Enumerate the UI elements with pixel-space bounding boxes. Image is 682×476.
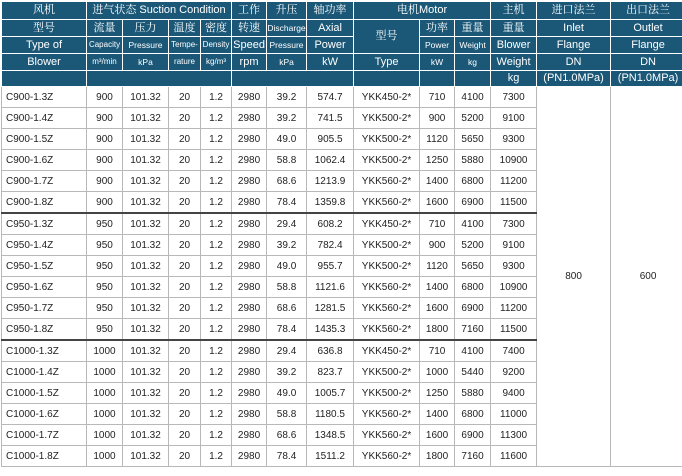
cell-pressure: 101.32: [123, 129, 169, 150]
cell-pressure: 101.32: [123, 340, 169, 362]
cell-axial-power: 1359.8: [307, 192, 354, 214]
header-motor-type-blank: [354, 71, 420, 87]
header-outlet-en2: Flange: [611, 37, 682, 54]
cell-blower-weight: 11500: [491, 192, 537, 214]
cell-motor-weight: 6800: [455, 404, 491, 425]
cell-discharge: 68.6: [267, 425, 307, 446]
cell-motor-power: 1400: [420, 171, 455, 192]
header-discharge-en: Discharge: [267, 20, 307, 37]
cell-motor-power: 900: [420, 235, 455, 256]
cell-capacity: 1000: [87, 425, 123, 446]
cell-temperature: 20: [169, 340, 201, 362]
cell-blower-weight: 11500: [491, 319, 537, 341]
cell-capacity: 900: [87, 171, 123, 192]
header-suction-blank: [87, 71, 232, 87]
header-perf-blank: [232, 71, 354, 87]
cell-temperature: 20: [169, 319, 201, 341]
cell-motor-power: 1250: [420, 383, 455, 404]
cell-temperature: 20: [169, 277, 201, 298]
header-temperature-en2: rature: [169, 54, 201, 71]
cell-motor-type: YKK500-2*: [354, 235, 420, 256]
cell-motor-type: YKK560-2*: [354, 277, 420, 298]
cell-speed: 2980: [232, 129, 267, 150]
cell-speed: 2980: [232, 171, 267, 192]
cell-model: C950-1.7Z: [2, 298, 87, 319]
cell-pressure: 101.32: [123, 319, 169, 341]
cell-discharge: 58.8: [267, 150, 307, 171]
header-inlet-unit: (PN1.0MPa): [537, 71, 611, 87]
header-temperature-zh: 温度: [169, 20, 201, 37]
cell-temperature: 20: [169, 404, 201, 425]
cell-discharge: 78.4: [267, 446, 307, 467]
header-motor-weight-en: Weight: [455, 37, 491, 54]
cell-motor-weight: 7160: [455, 446, 491, 467]
cell-pressure: 101.32: [123, 108, 169, 129]
header-discharge-zh: 升压: [267, 2, 307, 20]
cell-model: C1000-1.8Z: [2, 446, 87, 467]
header-inlet-en3: DN: [537, 54, 611, 71]
cell-pressure: 101.32: [123, 298, 169, 319]
cell-capacity: 1000: [87, 362, 123, 383]
cell-blower-weight: 7300: [491, 213, 537, 235]
cell-motor-type: YKK560-2*: [354, 446, 420, 467]
header-blower-en2: Blower: [2, 54, 87, 71]
cell-motor-power: 1600: [420, 298, 455, 319]
header-inlet-en1: Inlet: [537, 20, 611, 37]
cell-speed: 2980: [232, 319, 267, 341]
cell-motor-weight: 5650: [455, 129, 491, 150]
cell-motor-power: 1120: [420, 129, 455, 150]
cell-motor-type: YKK500-2*: [354, 150, 420, 171]
cell-capacity: 1000: [87, 340, 123, 362]
cell-pressure: 101.32: [123, 404, 169, 425]
header-motor-power-unit: kW: [420, 54, 455, 71]
header-motor-power-blank: [420, 71, 455, 87]
cell-motor-power: 1600: [420, 425, 455, 446]
cell-density: 1.2: [201, 87, 232, 108]
cell-discharge: 29.4: [267, 213, 307, 235]
cell-speed: 2980: [232, 446, 267, 467]
cell-density: 1.2: [201, 446, 232, 467]
cell-discharge: 68.6: [267, 171, 307, 192]
cell-temperature: 20: [169, 425, 201, 446]
cell-capacity: 900: [87, 129, 123, 150]
header-motor-type-en: Type: [354, 54, 420, 71]
cell-axial-power: 574.7: [307, 87, 354, 108]
cell-speed: 2980: [232, 192, 267, 214]
cell-model: C1000-1.4Z: [2, 362, 87, 383]
cell-pressure: 101.32: [123, 425, 169, 446]
cell-blower-weight: 9100: [491, 108, 537, 129]
cell-model: C1000-1.6Z: [2, 404, 87, 425]
header-main-en2: Weight: [491, 54, 537, 71]
cell-density: 1.2: [201, 340, 232, 362]
header-motor-weight-unit: kg: [455, 54, 491, 71]
cell-capacity: 900: [87, 150, 123, 171]
cell-pressure: 101.32: [123, 256, 169, 277]
cell-model: C900-1.5Z: [2, 129, 87, 150]
header-outlet-en1: Outlet: [611, 20, 682, 37]
header-main-zh2: 重量: [491, 20, 537, 37]
header-capacity-en: Capacity: [87, 37, 123, 54]
cell-blower-weight: 9400: [491, 383, 537, 404]
cell-motor-weight: 6900: [455, 192, 491, 214]
header-speed-unit: rpm: [232, 54, 267, 71]
table-header: [2, 2, 682, 87]
cell-capacity: 1000: [87, 383, 123, 404]
cell-model: C1000-1.3Z: [2, 340, 87, 362]
cell-blower-weight: 10900: [491, 277, 537, 298]
cell-motor-power: 1800: [420, 446, 455, 467]
header-inlet-en2: Flange: [537, 37, 611, 54]
cell-motor-type: YKK500-2*: [354, 256, 420, 277]
cell-capacity: 950: [87, 256, 123, 277]
cell-motor-power: 1000: [420, 362, 455, 383]
cell-pressure: 101.32: [123, 171, 169, 192]
header-temperature-en1: Tempe-: [169, 37, 201, 54]
header-density-zh: 密度: [201, 20, 232, 37]
cell-speed: 2980: [232, 425, 267, 446]
table-body: [2, 87, 682, 467]
cell-motor-weight: 5440: [455, 362, 491, 383]
cell-model: C950-1.6Z: [2, 277, 87, 298]
cell-density: 1.2: [201, 129, 232, 150]
cell-motor-weight: 5200: [455, 108, 491, 129]
cell-model: C900-1.3Z: [2, 87, 87, 108]
blower-spec-table: [1, 1, 682, 467]
cell-temperature: 20: [169, 129, 201, 150]
cell-density: 1.2: [201, 319, 232, 341]
cell-discharge: 39.2: [267, 362, 307, 383]
header-capacity-unit: m³/min: [87, 54, 123, 71]
cell-motor-type: YKK560-2*: [354, 192, 420, 214]
cell-motor-type: YKK500-2*: [354, 362, 420, 383]
header-inlet-zh: 进口法兰: [537, 2, 611, 20]
cell-motor-weight: 4100: [455, 213, 491, 235]
header-outlet-zh: 出口法兰: [611, 2, 682, 20]
cell-motor-type: YKK560-2*: [354, 425, 420, 446]
header-outlet-unit: (PN1.0MPa): [611, 71, 682, 87]
cell-motor-power: 1400: [420, 404, 455, 425]
cell-axial-power: 1121.6: [307, 277, 354, 298]
cell-capacity: 950: [87, 319, 123, 341]
cell-density: 1.2: [201, 213, 232, 235]
cell-speed: 2980: [232, 235, 267, 256]
cell-speed: 2980: [232, 298, 267, 319]
cell-discharge: 78.4: [267, 192, 307, 214]
cell-motor-type: YKK560-2*: [354, 298, 420, 319]
cell-speed: 2980: [232, 213, 267, 235]
header-motor-type-zh: 型号: [354, 20, 420, 54]
header-main-unit: kg: [491, 71, 537, 87]
header-motor: 电机Motor: [354, 2, 491, 20]
cell-temperature: 20: [169, 150, 201, 171]
cell-blower-weight: 9200: [491, 362, 537, 383]
cell-capacity: 1000: [87, 404, 123, 425]
cell-model: C1000-1.7Z: [2, 425, 87, 446]
cell-model: C950-1.8Z: [2, 319, 87, 341]
cell-blower-weight: 9300: [491, 256, 537, 277]
cell-axial-power: 1180.5: [307, 404, 354, 425]
header-capacity-zh: 流量: [87, 20, 123, 37]
header-motor-weight-blank: [455, 71, 491, 87]
cell-motor-power: 1120: [420, 256, 455, 277]
header-main-en1: Blower: [491, 37, 537, 54]
cell-density: 1.2: [201, 235, 232, 256]
cell-density: 1.2: [201, 362, 232, 383]
cell-motor-type: YKK450-2*: [354, 340, 420, 362]
cell-model: C900-1.6Z: [2, 150, 87, 171]
cell-discharge: 68.6: [267, 298, 307, 319]
cell-density: 1.2: [201, 256, 232, 277]
header-pressure-unit: kPa: [123, 54, 169, 71]
cell-density: 1.2: [201, 150, 232, 171]
inlet-dn-cell: 800: [537, 87, 611, 467]
cell-motor-type: YKK500-2*: [354, 129, 420, 150]
cell-density: 1.2: [201, 108, 232, 129]
cell-pressure: 101.32: [123, 235, 169, 256]
cell-motor-weight: 4100: [455, 340, 491, 362]
cell-axial-power: 636.8: [307, 340, 354, 362]
cell-density: 1.2: [201, 383, 232, 404]
cell-axial-power: 1435.3: [307, 319, 354, 341]
header-axial-en1: Axial: [307, 20, 354, 37]
cell-model: C950-1.4Z: [2, 235, 87, 256]
cell-axial-power: 608.2: [307, 213, 354, 235]
cell-axial-power: 955.7: [307, 256, 354, 277]
cell-blower-weight: 11000: [491, 404, 537, 425]
cell-capacity: 1000: [87, 446, 123, 467]
cell-temperature: 20: [169, 446, 201, 467]
cell-motor-weight: 6900: [455, 425, 491, 446]
cell-blower-weight: 9100: [491, 235, 537, 256]
cell-motor-power: 710: [420, 213, 455, 235]
cell-motor-weight: 5200: [455, 235, 491, 256]
cell-discharge: 58.8: [267, 277, 307, 298]
cell-discharge: 29.4: [267, 340, 307, 362]
cell-motor-weight: 7160: [455, 319, 491, 341]
table-row: [2, 87, 682, 108]
cell-temperature: 20: [169, 87, 201, 108]
cell-motor-weight: 6800: [455, 277, 491, 298]
header-main-zh: 主机: [491, 2, 537, 20]
cell-motor-power: 900: [420, 108, 455, 129]
cell-speed: 2980: [232, 108, 267, 129]
cell-temperature: 20: [169, 171, 201, 192]
cell-motor-power: 1800: [420, 319, 455, 341]
cell-speed: 2980: [232, 277, 267, 298]
cell-motor-type: YKK560-2*: [354, 404, 420, 425]
cell-discharge: 49.0: [267, 383, 307, 404]
cell-model: C950-1.5Z: [2, 256, 87, 277]
cell-blower-weight: 11200: [491, 171, 537, 192]
cell-discharge: 49.0: [267, 129, 307, 150]
header-work-zh: 工作: [232, 2, 267, 20]
cell-motor-type: YKK450-2*: [354, 87, 420, 108]
header-suction-condition: 进气状态 Suction Condition: [87, 2, 232, 20]
cell-density: 1.2: [201, 277, 232, 298]
header-axial-en2: Power: [307, 37, 354, 54]
header-speed-en: Speed: [232, 37, 267, 54]
cell-motor-power: 1400: [420, 277, 455, 298]
cell-motor-power: 1250: [420, 150, 455, 171]
header-outlet-en3: DN: [611, 54, 682, 71]
cell-capacity: 950: [87, 235, 123, 256]
cell-speed: 2980: [232, 383, 267, 404]
header-density-unit: kg/m³: [201, 54, 232, 71]
cell-blower-weight: 11600: [491, 446, 537, 467]
cell-motor-type: YKK560-2*: [354, 171, 420, 192]
cell-discharge: 39.2: [267, 87, 307, 108]
cell-density: 1.2: [201, 171, 232, 192]
header-motor-power-en: Power: [420, 37, 455, 54]
cell-axial-power: 1062.4: [307, 150, 354, 171]
cell-pressure: 101.32: [123, 446, 169, 467]
cell-blower-weight: 10900: [491, 150, 537, 171]
header-axial-zh: 轴功率: [307, 2, 354, 20]
cell-capacity: 900: [87, 108, 123, 129]
cell-discharge: 49.0: [267, 256, 307, 277]
cell-motor-weight: 4100: [455, 87, 491, 108]
cell-pressure: 101.32: [123, 277, 169, 298]
cell-temperature: 20: [169, 383, 201, 404]
header-motor-power-zh: 功率: [420, 20, 455, 37]
cell-capacity: 900: [87, 87, 123, 108]
header-blower-zh: 风机: [2, 2, 87, 20]
cell-motor-power: 1600: [420, 192, 455, 214]
cell-motor-power: 710: [420, 340, 455, 362]
cell-speed: 2980: [232, 404, 267, 425]
cell-axial-power: 1005.7: [307, 383, 354, 404]
cell-discharge: 58.8: [267, 404, 307, 425]
cell-temperature: 20: [169, 235, 201, 256]
cell-temperature: 20: [169, 108, 201, 129]
cell-temperature: 20: [169, 192, 201, 214]
header-blower-zh2: 型号: [2, 20, 87, 37]
cell-discharge: 39.2: [267, 108, 307, 129]
cell-motor-weight: 5650: [455, 256, 491, 277]
cell-pressure: 101.32: [123, 87, 169, 108]
cell-model: C900-1.7Z: [2, 171, 87, 192]
cell-axial-power: 782.4: [307, 235, 354, 256]
cell-model: C900-1.4Z: [2, 108, 87, 129]
header-pressure-en: Pressure: [123, 37, 169, 54]
cell-capacity: 950: [87, 298, 123, 319]
cell-model: C950-1.3Z: [2, 213, 87, 235]
cell-density: 1.2: [201, 298, 232, 319]
cell-axial-power: 1281.5: [307, 298, 354, 319]
cell-discharge: 78.4: [267, 319, 307, 341]
cell-pressure: 101.32: [123, 150, 169, 171]
cell-speed: 2980: [232, 150, 267, 171]
cell-pressure: 101.32: [123, 213, 169, 235]
cell-density: 1.2: [201, 192, 232, 214]
cell-speed: 2980: [232, 87, 267, 108]
cell-motor-type: YKK500-2*: [354, 108, 420, 129]
cell-axial-power: 905.5: [307, 129, 354, 150]
cell-density: 1.2: [201, 425, 232, 446]
cell-motor-weight: 6900: [455, 298, 491, 319]
header-discharge-unit: kPa: [267, 54, 307, 71]
outlet-dn-cell: 600: [611, 87, 682, 467]
cell-pressure: 101.32: [123, 383, 169, 404]
header-blower-en1: Type of: [2, 37, 87, 54]
cell-temperature: 20: [169, 362, 201, 383]
header-motor-weight-zh: 重量: [455, 20, 491, 37]
cell-temperature: 20: [169, 213, 201, 235]
cell-discharge: 39.2: [267, 235, 307, 256]
cell-axial-power: 1348.5: [307, 425, 354, 446]
cell-axial-power: 1213.9: [307, 171, 354, 192]
cell-speed: 2980: [232, 362, 267, 383]
header-axial-unit: kW: [307, 54, 354, 71]
cell-temperature: 20: [169, 256, 201, 277]
cell-pressure: 101.32: [123, 362, 169, 383]
cell-capacity: 950: [87, 277, 123, 298]
cell-blower-weight: 7400: [491, 340, 537, 362]
cell-axial-power: 741.5: [307, 108, 354, 129]
cell-capacity: 950: [87, 213, 123, 235]
header-discharge-en2: Pressure: [267, 37, 307, 54]
cell-axial-power: 1511.2: [307, 446, 354, 467]
cell-temperature: 20: [169, 298, 201, 319]
cell-motor-weight: 5880: [455, 150, 491, 171]
cell-model: C900-1.8Z: [2, 192, 87, 214]
cell-pressure: 101.32: [123, 192, 169, 214]
cell-speed: 2980: [232, 340, 267, 362]
cell-blower-weight: 11200: [491, 298, 537, 319]
cell-motor-weight: 6800: [455, 171, 491, 192]
cell-motor-type: YKK560-2*: [354, 319, 420, 341]
header-density-en: Density: [201, 37, 232, 54]
cell-blower-weight: 9300: [491, 129, 537, 150]
cell-axial-power: 823.7: [307, 362, 354, 383]
cell-motor-weight: 5880: [455, 383, 491, 404]
cell-motor-type: YKK500-2*: [354, 383, 420, 404]
cell-capacity: 900: [87, 192, 123, 214]
cell-motor-type: YKK450-2*: [354, 213, 420, 235]
header-blower-blank: [2, 71, 87, 87]
cell-blower-weight: 7300: [491, 87, 537, 108]
cell-model: C1000-1.5Z: [2, 383, 87, 404]
cell-blower-weight: 11300: [491, 425, 537, 446]
header-speed-zh: 转速: [232, 20, 267, 37]
header-pressure-zh: 压力: [123, 20, 169, 37]
cell-density: 1.2: [201, 404, 232, 425]
cell-speed: 2980: [232, 256, 267, 277]
cell-motor-power: 710: [420, 87, 455, 108]
